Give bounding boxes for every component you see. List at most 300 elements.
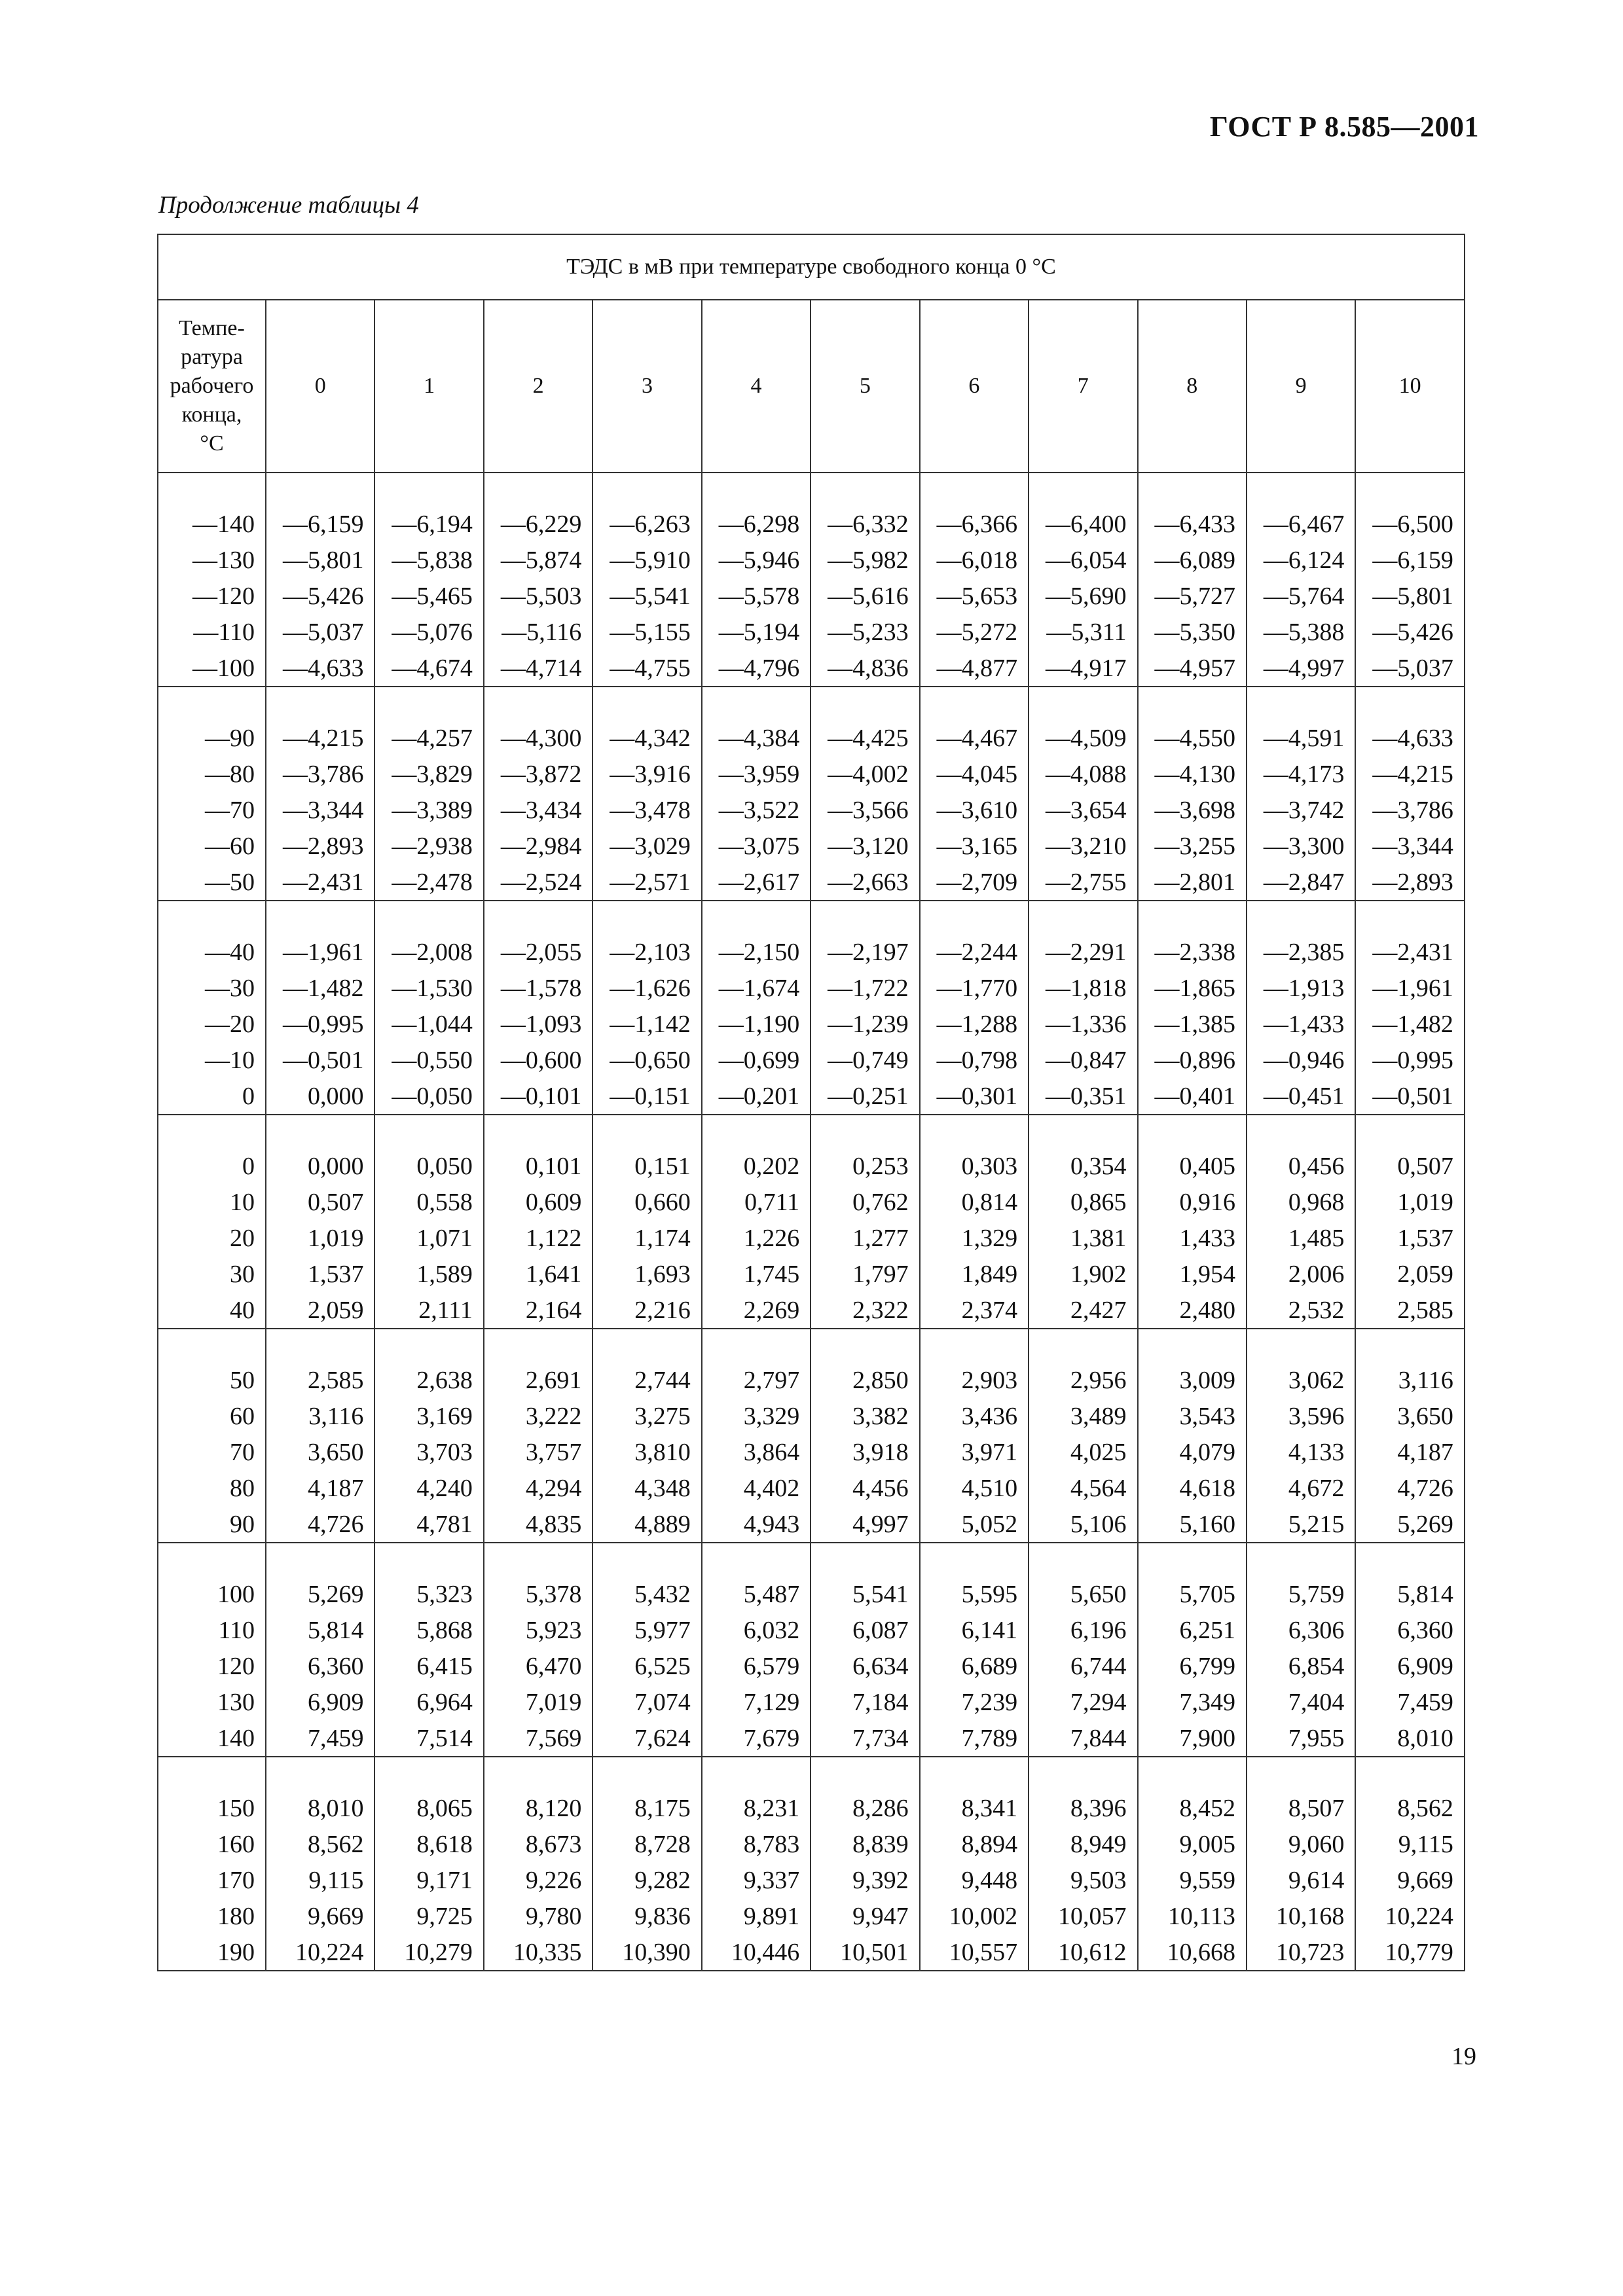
temperature-cell: —90 xyxy=(158,720,266,756)
emf-value-cell: —5,388 xyxy=(1247,614,1355,650)
separator-cell xyxy=(811,901,919,934)
emf-value-cell: 8,231 xyxy=(702,1790,811,1826)
emf-value-cell: 0,354 xyxy=(1029,1148,1137,1184)
emf-value-cell: 9,559 xyxy=(1138,1862,1247,1898)
separator-cell xyxy=(1029,901,1137,934)
column-header: 2 xyxy=(484,300,593,473)
emf-value-cell: —0,550 xyxy=(374,1042,483,1078)
emf-value-cell: —5,426 xyxy=(266,578,374,614)
emf-value-cell: 1,589 xyxy=(374,1256,483,1292)
separator-cell xyxy=(158,1115,266,1148)
separator-cell xyxy=(1355,687,1465,720)
emf-value-cell: 0,507 xyxy=(1355,1148,1465,1184)
emf-value-cell: —4,467 xyxy=(920,720,1029,756)
table-row xyxy=(158,1362,1465,1398)
emf-value-cell: —4,877 xyxy=(920,650,1029,687)
group-separator-row xyxy=(158,687,1465,720)
emf-value-cell: 4,564 xyxy=(1029,1470,1137,1506)
emf-value-cell: —3,698 xyxy=(1138,792,1247,828)
emf-value-cell: —0,151 xyxy=(593,1078,701,1115)
emf-value-cell: 4,079 xyxy=(1138,1434,1247,1470)
emf-value-cell: —2,663 xyxy=(811,864,919,901)
separator-cell xyxy=(266,901,374,934)
emf-value-cell: 1,537 xyxy=(266,1256,374,1292)
emf-value-cell: —3,255 xyxy=(1138,828,1247,864)
emf-value-cell: 4,133 xyxy=(1247,1434,1355,1470)
separator-cell xyxy=(1138,1757,1247,1790)
emf-value-cell: —3,959 xyxy=(702,756,811,792)
emf-value-cell: —5,272 xyxy=(920,614,1029,650)
emf-value-cell: 7,789 xyxy=(920,1720,1029,1757)
emf-value-cell: —2,008 xyxy=(374,934,483,970)
separator-cell xyxy=(374,687,483,720)
temperature-cell: 0 xyxy=(158,1078,266,1115)
emf-value-cell: 0,101 xyxy=(484,1148,593,1184)
emf-value-cell: —5,541 xyxy=(593,578,701,614)
emf-value-cell: —4,714 xyxy=(484,650,593,687)
emf-value-cell: 8,949 xyxy=(1029,1826,1137,1862)
emf-value-cell: 10,224 xyxy=(266,1934,374,1971)
table-row xyxy=(158,578,1465,614)
emf-value-cell: 3,810 xyxy=(593,1434,701,1470)
separator-cell xyxy=(484,1329,593,1362)
separator-cell xyxy=(1247,473,1355,506)
emf-value-cell: 3,329 xyxy=(702,1398,811,1434)
emf-value-cell: —6,263 xyxy=(593,506,701,542)
emf-value-cell: 2,850 xyxy=(811,1362,919,1398)
emf-value-cell: —3,478 xyxy=(593,792,701,828)
emf-value-cell: 9,947 xyxy=(811,1898,919,1934)
separator-cell xyxy=(593,473,701,506)
emf-value-cell: 4,889 xyxy=(593,1506,701,1543)
column-header: 3 xyxy=(593,300,701,473)
emf-value-cell: 5,814 xyxy=(1355,1576,1465,1612)
emf-value-cell: 8,010 xyxy=(266,1790,374,1826)
separator-cell xyxy=(374,901,483,934)
emf-value-cell: 10,335 xyxy=(484,1934,593,1971)
separator-cell xyxy=(158,1543,266,1576)
separator-cell xyxy=(702,1115,811,1148)
emf-value-cell: 7,679 xyxy=(702,1720,811,1757)
emf-value-cell: 4,025 xyxy=(1029,1434,1137,1470)
emf-value-cell: 8,783 xyxy=(702,1826,811,1862)
row-header-line: рабочего xyxy=(170,374,254,398)
temperature-cell: 20 xyxy=(158,1220,266,1256)
emf-value-cell: 1,122 xyxy=(484,1220,593,1256)
emf-value-cell: 6,196 xyxy=(1029,1612,1137,1648)
emf-value-cell: 3,757 xyxy=(484,1434,593,1470)
emf-value-cell: 3,436 xyxy=(920,1398,1029,1434)
emf-value-cell: —4,755 xyxy=(593,650,701,687)
column-header: 10 xyxy=(1355,300,1465,473)
emf-value-cell: 2,374 xyxy=(920,1292,1029,1329)
separator-cell xyxy=(811,1757,919,1790)
temperature-cell: 110 xyxy=(158,1612,266,1648)
emf-value-cell: 10,557 xyxy=(920,1934,1029,1971)
emf-value-cell: —4,002 xyxy=(811,756,919,792)
separator-cell xyxy=(266,1757,374,1790)
emf-value-cell: 7,129 xyxy=(702,1684,811,1720)
emf-value-cell: 5,106 xyxy=(1029,1506,1137,1543)
group-separator-row xyxy=(158,1543,1465,1576)
emf-value-cell: 0,507 xyxy=(266,1184,374,1220)
temperature-cell: 150 xyxy=(158,1790,266,1826)
separator-cell xyxy=(811,473,919,506)
emf-value-cell: 5,052 xyxy=(920,1506,1029,1543)
temperature-cell: 130 xyxy=(158,1684,266,1720)
emf-value-cell: —3,434 xyxy=(484,792,593,828)
emf-value-cell: —4,674 xyxy=(374,650,483,687)
emf-value-cell: 6,525 xyxy=(593,1648,701,1684)
temperature-cell: 40 xyxy=(158,1292,266,1329)
separator-cell xyxy=(266,473,374,506)
emf-value-cell: 7,624 xyxy=(593,1720,701,1757)
separator-cell xyxy=(158,473,266,506)
separator-cell xyxy=(593,1329,701,1362)
emf-value-cell: —6,500 xyxy=(1355,506,1465,542)
emf-value-cell: 3,489 xyxy=(1029,1398,1137,1434)
emf-value-cell: 1,329 xyxy=(920,1220,1029,1256)
emf-value-cell: 10,224 xyxy=(1355,1898,1465,1934)
separator-cell xyxy=(702,1329,811,1362)
separator-cell xyxy=(1138,1329,1247,1362)
emf-value-cell: 7,404 xyxy=(1247,1684,1355,1720)
emf-value-cell: —5,578 xyxy=(702,578,811,614)
emf-value-cell: —4,509 xyxy=(1029,720,1137,756)
separator-cell xyxy=(1138,473,1247,506)
emf-value-cell: 3,222 xyxy=(484,1398,593,1434)
emf-value-cell: —3,029 xyxy=(593,828,701,864)
emf-value-cell: —1,336 xyxy=(1029,1006,1137,1042)
emf-value-cell: 1,019 xyxy=(1355,1184,1465,1220)
emf-value-cell: —2,291 xyxy=(1029,934,1137,970)
emf-value-cell: —5,764 xyxy=(1247,578,1355,614)
emf-value-cell: —3,566 xyxy=(811,792,919,828)
emf-value-cell: 8,396 xyxy=(1029,1790,1137,1826)
emf-value-cell: —3,075 xyxy=(702,828,811,864)
emf-value-cell: —0,301 xyxy=(920,1078,1029,1115)
emf-value-cell: 7,459 xyxy=(1355,1684,1465,1720)
temperature-cell: 120 xyxy=(158,1648,266,1684)
table-title: ТЭДС в мВ при температуре свободного конца 0 °С xyxy=(158,234,1465,300)
emf-value-cell: 0,050 xyxy=(374,1148,483,1184)
emf-value-cell: 1,019 xyxy=(266,1220,374,1256)
emf-value-cell: 3,650 xyxy=(1355,1398,1465,1434)
emf-value-cell: —1,674 xyxy=(702,970,811,1006)
temperature-cell: —110 xyxy=(158,614,266,650)
emf-value-cell: 1,381 xyxy=(1029,1220,1137,1256)
emf-value-cell: 1,902 xyxy=(1029,1256,1137,1292)
separator-cell xyxy=(702,901,811,934)
emf-value-cell: 2,956 xyxy=(1029,1362,1137,1398)
emf-value-cell: 5,487 xyxy=(702,1576,811,1612)
table-row xyxy=(158,542,1465,578)
emf-value-cell: 3,116 xyxy=(1355,1362,1465,1398)
separator-cell xyxy=(484,1543,593,1576)
emf-value-cell: —3,872 xyxy=(484,756,593,792)
separator-cell xyxy=(1029,1115,1137,1148)
emf-value-cell: 3,864 xyxy=(702,1434,811,1470)
separator-cell xyxy=(484,687,593,720)
emf-value-cell: —0,600 xyxy=(484,1042,593,1078)
emf-value-cell: 10,668 xyxy=(1138,1934,1247,1971)
emf-value-cell: 0,660 xyxy=(593,1184,701,1220)
column-header: 5 xyxy=(811,300,919,473)
table-row xyxy=(158,1934,1465,1971)
emf-value-cell: 8,175 xyxy=(593,1790,701,1826)
emf-value-cell: —2,338 xyxy=(1138,934,1247,970)
emf-value-cell: —4,173 xyxy=(1247,756,1355,792)
table-row xyxy=(158,1826,1465,1862)
emf-value-cell: —1,818 xyxy=(1029,970,1137,1006)
temperature-cell: —10 xyxy=(158,1042,266,1078)
table-row xyxy=(158,1220,1465,1256)
emf-value-cell: —1,433 xyxy=(1247,1006,1355,1042)
group-separator-row xyxy=(158,1329,1465,1362)
separator-cell xyxy=(484,1757,593,1790)
row-header-line: Темпе- xyxy=(179,316,245,340)
emf-value-cell: 9,448 xyxy=(920,1862,1029,1898)
emf-value-cell: —6,089 xyxy=(1138,542,1247,578)
emf-value-cell: —2,524 xyxy=(484,864,593,901)
emf-value-cell: 2,797 xyxy=(702,1362,811,1398)
emf-value-cell: —0,351 xyxy=(1029,1078,1137,1115)
emf-value-cell: 5,923 xyxy=(484,1612,593,1648)
emf-value-cell: —0,847 xyxy=(1029,1042,1137,1078)
emf-value-cell: 3,382 xyxy=(811,1398,919,1434)
emf-value-cell: —0,995 xyxy=(1355,1042,1465,1078)
table-row xyxy=(158,506,1465,542)
emf-value-cell: 3,650 xyxy=(266,1434,374,1470)
separator-cell xyxy=(374,1543,483,1576)
emf-value-cell: 0,303 xyxy=(920,1148,1029,1184)
emf-value-cell: 9,115 xyxy=(266,1862,374,1898)
separator-cell xyxy=(593,1115,701,1148)
separator-cell xyxy=(374,1757,483,1790)
row-header-line: ратура xyxy=(181,345,243,369)
emf-value-cell: 9,337 xyxy=(702,1862,811,1898)
emf-value-cell: 7,019 xyxy=(484,1684,593,1720)
emf-value-cell: —2,431 xyxy=(1355,934,1465,970)
row-header-label xyxy=(158,300,266,473)
temperature-cell: —120 xyxy=(158,578,266,614)
emf-value-cell: —3,786 xyxy=(1355,792,1465,828)
emf-value-cell: —4,342 xyxy=(593,720,701,756)
emf-value-cell: —3,344 xyxy=(266,792,374,828)
emf-value-cell: 9,392 xyxy=(811,1862,919,1898)
emf-value-cell: —3,742 xyxy=(1247,792,1355,828)
emf-value-cell: —4,591 xyxy=(1247,720,1355,756)
emf-value-cell: —1,913 xyxy=(1247,970,1355,1006)
emf-value-cell: 6,360 xyxy=(266,1648,374,1684)
document-code: ГОСТ Р 8.585—2001 xyxy=(1209,111,1479,143)
emf-value-cell: —0,501 xyxy=(266,1042,374,1078)
group-separator-row xyxy=(158,473,1465,506)
temperature-cell: —80 xyxy=(158,756,266,792)
separator-cell xyxy=(811,1115,919,1148)
separator-cell xyxy=(1355,901,1465,934)
emf-value-cell: —1,961 xyxy=(266,934,374,970)
emf-value-cell: 2,059 xyxy=(266,1292,374,1329)
emf-value-cell: —5,426 xyxy=(1355,614,1465,650)
emf-value-cell: 8,894 xyxy=(920,1826,1029,1862)
emf-value-cell: 7,294 xyxy=(1029,1684,1137,1720)
table-row xyxy=(158,1006,1465,1042)
emf-value-cell: 2,216 xyxy=(593,1292,701,1329)
emf-value-cell: 5,269 xyxy=(1355,1506,1465,1543)
temperature-cell: —130 xyxy=(158,542,266,578)
separator-cell xyxy=(811,1543,919,1576)
separator-cell xyxy=(593,901,701,934)
emf-value-cell: —4,088 xyxy=(1029,756,1137,792)
emf-value-cell: 9,503 xyxy=(1029,1862,1137,1898)
emf-value-cell: 5,378 xyxy=(484,1576,593,1612)
separator-cell xyxy=(1355,1757,1465,1790)
emf-value-cell: 6,415 xyxy=(374,1648,483,1684)
emf-value-cell: —4,257 xyxy=(374,720,483,756)
separator-cell xyxy=(1138,901,1247,934)
separator-cell xyxy=(484,473,593,506)
emf-value-cell: 0,814 xyxy=(920,1184,1029,1220)
separator-cell xyxy=(1247,901,1355,934)
emf-value-cell: —2,938 xyxy=(374,828,483,864)
table-row xyxy=(158,1648,1465,1684)
emf-value-cell: 10,279 xyxy=(374,1934,483,1971)
emf-value-cell: 4,726 xyxy=(266,1506,374,1543)
separator-cell xyxy=(920,1329,1029,1362)
emf-value-cell: 7,844 xyxy=(1029,1720,1137,1757)
emf-value-cell: 8,120 xyxy=(484,1790,593,1826)
temperature-cell: 160 xyxy=(158,1826,266,1862)
emf-value-cell: —5,233 xyxy=(811,614,919,650)
emf-value-cell: 8,839 xyxy=(811,1826,919,1862)
emf-value-cell: 3,596 xyxy=(1247,1398,1355,1434)
emf-value-cell: —6,159 xyxy=(1355,542,1465,578)
emf-value-cell: 3,062 xyxy=(1247,1362,1355,1398)
emf-value-cell: —1,626 xyxy=(593,970,701,1006)
emf-value-cell: 3,275 xyxy=(593,1398,701,1434)
emf-value-cell: 3,703 xyxy=(374,1434,483,1470)
emf-value-cell: 8,065 xyxy=(374,1790,483,1826)
emf-value-cell: —4,425 xyxy=(811,720,919,756)
temperature-cell: —50 xyxy=(158,864,266,901)
table-body xyxy=(158,473,1465,1971)
separator-cell xyxy=(158,1329,266,1362)
emf-value-cell: 1,277 xyxy=(811,1220,919,1256)
separator-cell xyxy=(158,1757,266,1790)
separator-cell xyxy=(1029,1543,1137,1576)
separator-cell xyxy=(266,1329,374,1362)
separator-cell xyxy=(1247,687,1355,720)
emf-value-cell: 9,060 xyxy=(1247,1826,1355,1862)
column-header: 8 xyxy=(1138,300,1247,473)
emf-value-cell: —6,054 xyxy=(1029,542,1137,578)
emf-value-cell: 7,239 xyxy=(920,1684,1029,1720)
emf-value-cell: —5,801 xyxy=(1355,578,1465,614)
separator-cell xyxy=(1355,473,1465,506)
emf-value-cell: 2,480 xyxy=(1138,1292,1247,1329)
emf-value-cell: 2,532 xyxy=(1247,1292,1355,1329)
emf-value-cell: 7,514 xyxy=(374,1720,483,1757)
emf-value-cell: 3,116 xyxy=(266,1398,374,1434)
emf-value-cell: 5,977 xyxy=(593,1612,701,1648)
table-row xyxy=(158,1256,1465,1292)
emf-value-cell: —0,995 xyxy=(266,1006,374,1042)
emf-value-cell: 5,759 xyxy=(1247,1576,1355,1612)
column-header: 1 xyxy=(374,300,483,473)
emf-value-cell: 9,115 xyxy=(1355,1826,1465,1862)
temperature-cell: 190 xyxy=(158,1934,266,1971)
emf-value-cell: 2,903 xyxy=(920,1362,1029,1398)
emf-value-cell: —4,215 xyxy=(266,720,374,756)
table-row xyxy=(158,1184,1465,1220)
emf-value-cell: —6,433 xyxy=(1138,506,1247,542)
table-row xyxy=(158,1292,1465,1329)
separator-cell xyxy=(1355,1115,1465,1148)
emf-value-cell: —0,699 xyxy=(702,1042,811,1078)
temperature-cell: 170 xyxy=(158,1862,266,1898)
emf-value-cell: —4,130 xyxy=(1138,756,1247,792)
temperature-cell: 50 xyxy=(158,1362,266,1398)
separator-cell xyxy=(920,1757,1029,1790)
emf-value-cell: 1,433 xyxy=(1138,1220,1247,1256)
emf-value-cell: 4,402 xyxy=(702,1470,811,1506)
emf-value-cell: —0,501 xyxy=(1355,1078,1465,1115)
emf-value-cell: —4,997 xyxy=(1247,650,1355,687)
emf-value-cell: 0,405 xyxy=(1138,1148,1247,1184)
emf-value-cell: —0,201 xyxy=(702,1078,811,1115)
emf-value-cell: —5,076 xyxy=(374,614,483,650)
column-header: 0 xyxy=(266,300,374,473)
temperature-cell: —140 xyxy=(158,506,266,542)
separator-cell xyxy=(374,1115,483,1148)
emf-value-cell: 0,968 xyxy=(1247,1184,1355,1220)
emf-value-cell: 5,650 xyxy=(1029,1576,1137,1612)
emf-value-cell: 2,585 xyxy=(1355,1292,1465,1329)
emf-value-cell: —6,366 xyxy=(920,506,1029,542)
emf-value-cell: —2,244 xyxy=(920,934,1029,970)
emf-value-cell: —6,018 xyxy=(920,542,1029,578)
emf-value-cell: —5,653 xyxy=(920,578,1029,614)
table-row xyxy=(158,1078,1465,1115)
emf-value-cell: —0,401 xyxy=(1138,1078,1247,1115)
emf-value-cell: —2,478 xyxy=(374,864,483,901)
emf-value-cell: —1,722 xyxy=(811,970,919,1006)
emf-value-cell: —5,465 xyxy=(374,578,483,614)
separator-cell xyxy=(920,687,1029,720)
emf-value-cell: —2,103 xyxy=(593,934,701,970)
emf-value-cell: —5,116 xyxy=(484,614,593,650)
table-row xyxy=(158,1506,1465,1543)
emf-value-cell: 6,744 xyxy=(1029,1648,1137,1684)
emf-value-cell: 3,543 xyxy=(1138,1398,1247,1434)
emf-value-cell: 8,618 xyxy=(374,1826,483,1862)
emf-value-cell: —0,650 xyxy=(593,1042,701,1078)
table-row xyxy=(158,1398,1465,1434)
separator-cell xyxy=(1138,687,1247,720)
emf-value-cell: —6,332 xyxy=(811,506,919,542)
emf-value-cell: 7,900 xyxy=(1138,1720,1247,1757)
table-row xyxy=(158,1470,1465,1506)
emf-value-cell: 7,074 xyxy=(593,1684,701,1720)
emf-value-cell: —5,801 xyxy=(266,542,374,578)
emf-value-cell: —5,727 xyxy=(1138,578,1247,614)
separator-cell xyxy=(1138,1543,1247,1576)
temperature-cell: 90 xyxy=(158,1506,266,1543)
emf-value-cell: 10,057 xyxy=(1029,1898,1137,1934)
emf-value-cell: —4,633 xyxy=(266,650,374,687)
emf-value-cell: 4,348 xyxy=(593,1470,701,1506)
